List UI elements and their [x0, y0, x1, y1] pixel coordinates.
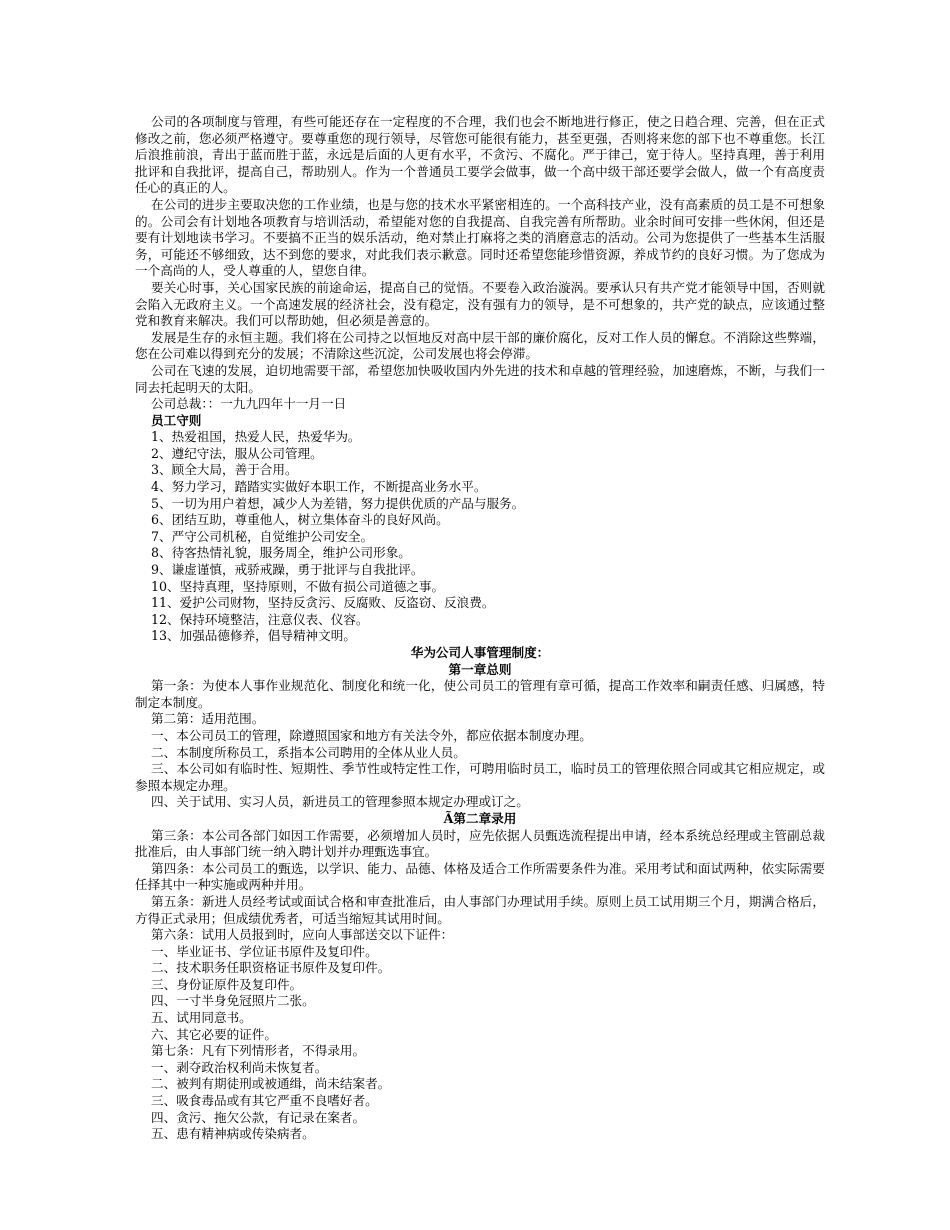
code-item: 3、顾全大局，善于合用。 [151, 462, 298, 478]
code-item: 13、加强品德修养，倡导精神文明。 [151, 628, 356, 644]
intro-paragraph: 公司的各项制度与管理，有些可能还存在一定程度的不合理，我们也会不断地进行修正，使之日趋合理、完善，但在正式修改之前，您必须严格遵守。要尊重您的现行领导，尽管您可能很有能力，甚至更强，否则将来您的部下也不尊重您。长江后浪推前浪，青出于蓝而胜于蓝，永远是后面的人更有水平，不贪污、不腐化。严于律己，宽于待人。坚持真理，善于利用批评和自我批评，提高自己，帮助别人。作为一个普通员工要学会做事，做一个高中级干部还要学会做人，做一个有高度责任心的真正的人。 [135, 114, 825, 196]
article-item: 四、关于试用、实习人员，新进员工的管理参照本规定办理或订之。 [151, 794, 529, 810]
exclusion-item: 二、被判有期徒刑或被通缉，尚未结案者。 [151, 1076, 391, 1092]
code-item: 10、坚持真理，坚持原则，不做有损公司道德之事。 [151, 578, 445, 594]
exclusion-item: 三、吸食毒品或有其它严重不良嗜好者。 [151, 1093, 378, 1109]
code-item: 6、团结互助，尊重他人，树立集体奋斗的良好风尚。 [151, 512, 449, 528]
article-item: 三、本公司如有临时性、短期性、季节性或特定性工作，可聘用临时员工，临时员工的管理依照合同或其它相应规定，或参照本规定办理。 [135, 761, 825, 793]
signature-line: 公司总裁：：一九九四年十一月一日 [151, 396, 347, 412]
article: 第六条：试用人员报到时，应向人事部送交以下证件： [151, 927, 454, 943]
document-item: 六、其它必要的证件。 [151, 1026, 277, 1042]
intro-paragraph: 公司在飞速的发展，迫切地需要干部，希望您加快吸收国内外先进的技术和卓越的管理经验，加速磨炼，不断，与我们一同去托起明天的太阳。 [135, 362, 825, 395]
code-item: 1、热爱祖国，热爱人民，热爱华为。 [151, 429, 361, 445]
code-item: 8、待客热情礼貌，服务周全，维护公司形象。 [151, 545, 411, 561]
article-item: 一、本公司员工的管理，除遵照国家和地方有关法令外，都应依据本制度办理。 [151, 727, 592, 743]
article: 第四条：本公司员工的甄选，以学识、能力、品德、体格及适合工作所需要条件为准。采用考试和面试两种，依实际需要任择其中一种实施或两种并用。 [135, 860, 825, 893]
code-item: 9、谦虚谨慎，戒骄戒躁，勇于批评与自我批评。 [151, 562, 424, 578]
document-item: 二、技术职务任职资格证书原件及复印件。 [151, 960, 391, 976]
article: 第五条：新进人员经考试或面试合格和审查批准后，由人事部门办理试用手续。原则上员工试用期三个月，期满合格后，方得正式录用；但成绩优秀者，可适当缩短其试用时间。 [135, 893, 825, 926]
code-item: 12、保持环境整洁，注意仪表、仪容。 [151, 611, 369, 627]
article: 第一条：为使本人事作业规范化、制度化和统一化，使公司员工的管理有章可循，提高工作效率和嗣责任感、归属感，特制定本制度。 [135, 678, 825, 710]
exclusion-item: 五、患有精神病或传染病者。 [151, 1126, 315, 1142]
code-title: 员工守则 [151, 412, 202, 428]
document-item: 一、毕业证书、学位证书原件及复印件。 [151, 943, 378, 959]
code-item: 4、努力学习，踏踏实实做好本职工作，不断提高业务水平。 [151, 479, 487, 495]
article: 第二第：适用范围。 [151, 711, 265, 727]
document-item: 四、一寸半身免冠照片二张。 [151, 993, 315, 1009]
intro-paragraph: 要关心时事，关心国家民族的前途命运，提高自己的觉悟。不要卷入政治漩涡。要承认只有共产党才能领导中国，否则就会陷入无政府主义。一个高速发展的经济社会，没有稳定，没有强有力的领导，是不可想象的，共产党的缺点，应该通过整党和教育来解决。我们可以帮助她，但必须是善意的。 [135, 279, 825, 329]
code-item: 5、一切为用户着想，减少人为差错，努力提供优质的产品与服务。 [151, 495, 525, 511]
document-page [135, 114, 825, 1143]
chapter-title: 第一章总则 [448, 661, 512, 677]
code-item: 7、严守公司机秘，自觉维护公司安全。 [151, 528, 374, 544]
chapter-title: Ã第二章录用 [443, 810, 517, 826]
article: 第七条：凡有下列情形者，不得录用。 [151, 1043, 366, 1059]
system-title: 华为公司人事管理制度： [410, 645, 550, 660]
exclusion-item: 一、剥夺政治权利尚未恢复者。 [151, 1059, 328, 1075]
intro-paragraph: 发展是生存的永恒主题。我们将在公司持之以恒地反对高中层干部的廉价腐化，反对工作人员的懈怠。不消除这些弊端，您在公司难以得到充分的发展；不清除这些沉淀，公司发展也将会停滞。 [135, 329, 825, 362]
code-item: 11、爱护公司财物，坚持反贪污、反腐败、反盗窃、反浪费。 [151, 595, 495, 611]
document-item: 三、身份证原件及复印件。 [151, 976, 303, 992]
code-item: 2、遵纪守法，服从公司管理。 [151, 445, 323, 461]
document-item: 五、试用同意书。 [151, 1010, 252, 1026]
intro-paragraph: 在公司的进步主要取决您的工作业绩，也是与您的技术水平紧密相连的。一个高科技产业，没有高素质的员工是不可想象的。公司会有计划地各项教育与培训活动，希望能对您的自我提高、自我完善有所帮助。业余时间可安排一些休闲，但还是要有计划地读书学习。不要搞不正当的娱乐活动，绝对禁止打麻将之类的消磨意志的活动。公司为您提供了一些基本生活服务，可能还不够细致，达不到您的要求，对此我们表示歉意。同时还希望您能珍惜资源，养成节约的良好习惯。为了您成为一个高尚的人，受人尊重的人，望您自律。 [135, 196, 825, 279]
exclusion-item: 四、贪污、拖欠公款，有记录在案者。 [151, 1109, 366, 1125]
article-item: 二、本制度所称员工，系指本公司聘用的全体从业人员。 [151, 744, 466, 760]
article: 第三条：本公司各部门如因工作需要，必须增加人员时，应先依据人员甄选流程提出申请，经本系统总经理或主管副总裁批准后，由人事部门统一纳入聘计划并办理甄选事宜。 [135, 827, 825, 860]
